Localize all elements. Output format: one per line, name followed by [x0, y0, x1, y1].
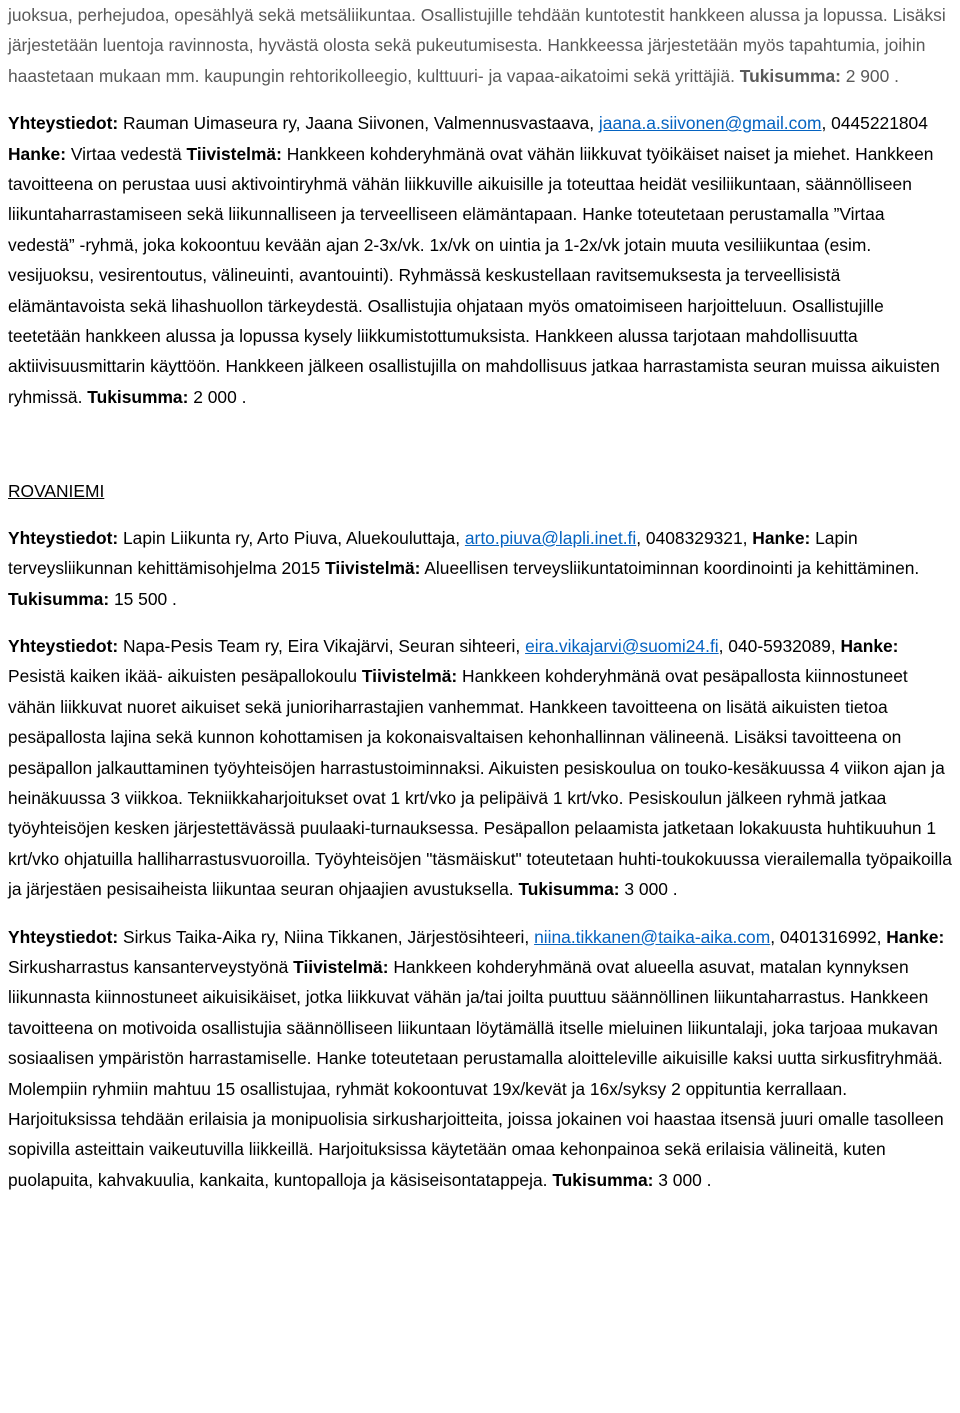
intro-paragraph	[8, 0, 952, 91]
yhteystiedot-label: Yhteystiedot:	[8, 527, 119, 548]
phone-text: , 0445221804	[821, 113, 928, 134]
spacer	[8, 905, 952, 922]
tukisumma-value: 2 000 .	[188, 386, 247, 407]
intro-text: juoksua, perhejudoa, opesählyä sekä metsäliikuntaa. Osallistujille tehdään kuntotestit hankkeen alussa ja lopussa. Lisäksi järjestetään luentoja ravinnosta, hyvästä olosta sekä pukeutumisesta. Hankkeessa järjestetään myös tapahtumia, joihin haastetaan mukaan mm. kaupungin rehtorikolleegio, kulttuuri- ja vapaa-aikatoimi sekä yrittäjiä.	[8, 5, 946, 86]
tukisumma-value: 3 000 .	[619, 879, 678, 900]
intro-tukisumma-label: Tukisumma:	[739, 65, 841, 86]
email-link[interactable]: niina.tikkanen@taika-aika.com	[534, 926, 771, 947]
hanke-label: Hanke:	[840, 635, 899, 656]
spacer	[8, 91, 952, 108]
yhteystiedot-text: Rauman Uimaseura ry, Jaana Siivonen, Valmennusvastaava,	[118, 113, 599, 134]
hanke-text: Pesistä kaiken ikää- aikuisten pesäpallokoulu	[8, 666, 362, 687]
email-link[interactable]: arto.piuva@lapli.inet.fi	[464, 527, 637, 548]
entry-rauma	[8, 108, 952, 412]
yhteystiedot-text: Sirkus Taika-Aika ry, Niina Tikkanen, Järjestösihteeri,	[118, 926, 535, 947]
tukisumma-label: Tukisumma:	[87, 386, 189, 407]
tiivistelma-label: Tiivistelmä:	[325, 558, 421, 579]
hanke-label: Hanke:	[752, 527, 811, 548]
yhteystiedot-label: Yhteystiedot:	[8, 635, 119, 656]
tiivistelma-text: Hankkeen kohderyhmänä ovat pesäpallosta kiinnostuneet vähän liikkuvat nuoret aikuiset sekä junioriharrastajien vanhemmat. Hankkeen tavoitteena on lisätä aikuisten tietoa pesäpallosta lajina sekä kunnon kohottamisen ja kokonaisvaltaisen kehonhallinnan välineenä. Lisäksi tavoitteena on pesäpallon jalkauttaminen työyhteisöjen harrastustoiminnaksi. Aikuisten pesiskoulua on touko-kesäkuussa 4 viikon ajan ja heinäkuussa 3 viikkoa. Tekniikkaharjoitukset ovat 1 krt/vko ja pelipäivä 1 krt/vko. Pesiskoulun jälkeen ryhmä jatkaa työyhteisöjen kesken järjestettävässä puulaaki-turnauksessa. Pesäpallon pelaamista jatketaan lokakuusta huhtikuuhun 1 krt/vko ohjatuilla halliharrastusvuoroilla. Työyhteisöjen "täsmäiskut" toteutetaan huhti-toukokuussa vierailemalla työpaikoilla ja järjestäen pesisaiheista liikuntaa seuran ohjaajien avustuksella.	[8, 666, 952, 900]
spacer	[8, 507, 952, 523]
spacer	[8, 412, 952, 476]
tukisumma-value: 3 000 .	[653, 1169, 712, 1190]
tiivistelma-label: Tiivistelmä:	[361, 666, 458, 687]
hanke-label: Hanke:	[8, 143, 66, 164]
tiivistelma-text: Hankkeen kohderyhmänä ovat alueella asuvat, matalan kynnyksen liikunnasta kiinnostuneet aikuisikäiset, jotka liikkuvat vähän ja/tai joilta puuttuu säännöllinen liikuntaharrastus. Hankkeen tavoitteena on motivoida osallistujia säännölliseen liikuntaan löytämällä itselle mieluinen liikuntalaji, joka tarjoaa mukavan sosiaalisen ympäristön harrastamiselle. Hanke toteutetaan perustamalla aloitteleville aikuisille kaksi uutta sirkusfitryhmää. Molempiin ryhmiin mahtuu 15 osallistujaa, ryhmät kokoontuvat 19x/kevät ja 16x/syksy 2 oppituntia kerrallaan. Harjoituksissa tehdään erilaisia ja monipuolisia sirkusharjoitteita, joissa jokainen voi haastaa itsensä juuri omalle tasolleen sopivilla asteittain vaikeutuvilla liikkeillä. Harjoituksissa käytetään omaa kehonpainoa sekä erilaisia välineitä, kuten puolapuita, kahvakuulia, kankaita, kuntopalloja ja käsiseisontatappeja.	[8, 956, 944, 1190]
tukisumma-label: Tukisumma:	[518, 879, 620, 900]
hanke-text: Lapin terveysliikunnan kehittämisohjelma 2015	[8, 527, 858, 579]
tukisumma-label: Tukisumma:	[8, 588, 110, 609]
tukisumma-label: Tukisumma:	[552, 1169, 654, 1190]
yhteystiedot-text: Lapin Liikunta ry, Arto Piuva, Aluekouluttaja,	[118, 527, 465, 548]
section-heading: ROVANIEMI	[8, 481, 105, 502]
hanke-text: Sirkusharrastus kansanterveystyönä	[8, 956, 294, 977]
yhteystiedot-text: Napa-Pesis Team ry, Eira Vikajärvi, Seuran sihteeri,	[118, 635, 526, 656]
email-link[interactable]: eira.vikajarvi@suomi24.fi	[525, 635, 719, 656]
entry-napa-pesis	[8, 631, 952, 905]
yhteystiedot-label: Yhteystiedot:	[8, 926, 119, 947]
hanke-text: Virtaa vedestä	[66, 143, 187, 164]
phone-text: , 040-5932089,	[718, 635, 841, 656]
tiivistelma-label: Tiivistelmä:	[293, 956, 389, 977]
entry-sirkus-taika-aika	[8, 922, 952, 1196]
intro-tukisumma-value: 2 900 .	[840, 65, 899, 86]
spacer	[8, 614, 952, 631]
tiivistelma-label: Tiivistelmä:	[186, 143, 282, 164]
tiivistelma-text: Alueellisen terveysliikuntatoiminnan koordinointi ja kehittäminen.	[420, 558, 920, 579]
hanke-label: Hanke:	[886, 926, 945, 947]
phone-text: , 0408329321,	[636, 527, 753, 548]
email-link[interactable]: jaana.a.siivonen@gmail.com	[598, 113, 822, 134]
entry-lapin-liikunta	[8, 523, 952, 614]
tukisumma-value: 15 500 .	[109, 588, 177, 609]
yhteystiedot-label: Yhteystiedot:	[8, 113, 119, 134]
tiivistelma-text: Hankkeen kohderyhmänä ovat vähän liikkuvat työikäiset naiset ja miehet. Hankkeen tavoitteena on perustaa uusi aktivointiryhmä vähän liikkuville aikuisille ja toteuttaa heidät vesiliikuntaan, säännölliseen liikuntaharrastamiseen sekä liikunnalliseen ja terveelliseen elämäntapaan. Hanke toteutetaan perustamalla ”Virtaa vedestä” -ryhmä, joka kokoontuu kevään ajan 2-3x/vk. 1x/vk on uintia ja 1-2x/vk jotain muuta vesiliikuntaa (esim. vesijuoksu, vesirentoutus, välineuinti, avantouinti). Ryhmässä keskustellaan ravitsemuksesta ja terveellisistä elämäntavoista sekä lihashuollon tärkeydestä. Osallistujia ohjataan myös omatoimiseen harjoitteluun. Osallistujille teetetään hankkeen alussa ja lopussa kysely liikkumistottumuksista. Hankkeen alussa tarjotaan mahdollisuutta aktiivisuusmittarin käyttöön. Hankkeen jälkeen osallistujilla on mahdollisuus jatkaa harrastamista seuran muissa aikuisten ryhmissä.	[8, 143, 940, 407]
phone-text: , 0401316992,	[770, 926, 887, 947]
